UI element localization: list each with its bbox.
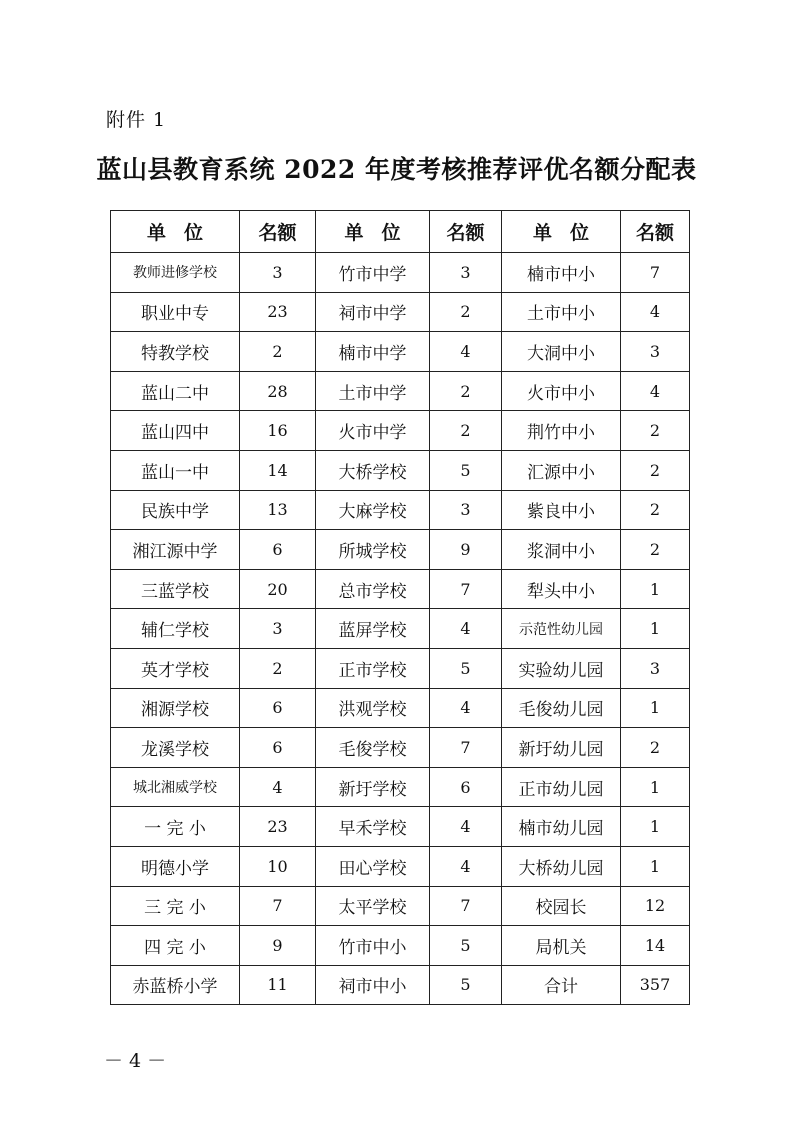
- table-row: [111, 767, 690, 807]
- quota-cell: 12: [621, 886, 690, 926]
- unit-cell: 城北湘威学校: [111, 767, 240, 807]
- unit-cell: 新圩幼儿园: [502, 728, 621, 768]
- unit-cell: 竹市中学: [316, 253, 430, 293]
- unit-cell: 浆洞中小: [502, 530, 621, 570]
- quota-cell: 4: [621, 292, 690, 332]
- table-row: [111, 807, 690, 847]
- quota-cell: 3: [621, 648, 690, 688]
- quota-cell: 14: [240, 450, 316, 490]
- quota-cell: 6: [240, 688, 316, 728]
- unit-cell: 新圩学校: [316, 767, 430, 807]
- table-row: [111, 926, 690, 966]
- table-row: [111, 846, 690, 886]
- column-header-quota: 名额: [240, 211, 316, 253]
- unit-cell: 大洞中小: [502, 332, 621, 372]
- unit-cell: 汇源中小: [502, 450, 621, 490]
- unit-cell: 蓝山一中: [111, 450, 240, 490]
- unit-cell: 犁头中小: [502, 569, 621, 609]
- unit-cell: 民族中学: [111, 490, 240, 530]
- unit-cell: 毛俊学校: [316, 728, 430, 768]
- quota-cell: 11: [240, 965, 316, 1005]
- quota-cell: 2: [621, 450, 690, 490]
- unit-cell: 竹市中小: [316, 926, 430, 966]
- quota-cell: 1: [621, 569, 690, 609]
- quota-cell: 3: [240, 609, 316, 649]
- unit-cell: 湘源学校: [111, 688, 240, 728]
- quota-cell: 9: [240, 926, 316, 966]
- unit-cell: 蓝屏学校: [316, 609, 430, 649]
- column-header-unit: 单位: [111, 211, 240, 253]
- unit-cell: 荆竹中小: [502, 411, 621, 451]
- quota-cell: 5: [430, 648, 502, 688]
- unit-cell: 楠市中小: [502, 253, 621, 293]
- unit-cell: 毛俊幼儿园: [502, 688, 621, 728]
- quota-cell: 16: [240, 411, 316, 451]
- quota-cell: 23: [240, 807, 316, 847]
- unit-cell: 赤蓝桥小学: [111, 965, 240, 1005]
- quota-cell: 5: [430, 926, 502, 966]
- quota-cell: 5: [430, 450, 502, 490]
- table-body: [111, 253, 690, 1005]
- unit-cell: 祠市中小: [316, 965, 430, 1005]
- quota-cell: 6: [430, 767, 502, 807]
- unit-cell: 太平学校: [316, 886, 430, 926]
- table-row: [111, 450, 690, 490]
- unit-cell: 祠市中学: [316, 292, 430, 332]
- unit-cell: 龙溪学校: [111, 728, 240, 768]
- table-header-row: [111, 211, 690, 253]
- unit-cell: 湘江源中学: [111, 530, 240, 570]
- quota-cell: 7: [430, 728, 502, 768]
- quota-cell: 2: [240, 332, 316, 372]
- unit-cell: 洪观学校: [316, 688, 430, 728]
- unit-cell: 三 完 小: [111, 886, 240, 926]
- quota-cell: 1: [621, 609, 690, 649]
- unit-cell: 火市中学: [316, 411, 430, 451]
- unit-cell: 三蓝学校: [111, 569, 240, 609]
- unit-cell: 楠市幼儿园: [502, 807, 621, 847]
- unit-cell: 总市学校: [316, 569, 430, 609]
- quota-cell: 4: [430, 332, 502, 372]
- unit-cell: 英才学校: [111, 648, 240, 688]
- unit-cell: 大麻学校: [316, 490, 430, 530]
- unit-cell: 土市中学: [316, 371, 430, 411]
- unit-cell: 示范性幼儿园: [502, 609, 621, 649]
- table-row: [111, 411, 690, 451]
- quota-cell: 3: [430, 490, 502, 530]
- table-row: [111, 688, 690, 728]
- quota-cell: 13: [240, 490, 316, 530]
- quota-cell: 14: [621, 926, 690, 966]
- quota-cell: 1: [621, 688, 690, 728]
- unit-cell: 一 完 小: [111, 807, 240, 847]
- unit-cell: 合计: [502, 965, 621, 1005]
- unit-cell: 紫良中小: [502, 490, 621, 530]
- table-row: [111, 371, 690, 411]
- unit-cell: 火市中小: [502, 371, 621, 411]
- unit-cell: 所城学校: [316, 530, 430, 570]
- quota-cell: 3: [430, 253, 502, 293]
- unit-cell: 正市幼儿园: [502, 767, 621, 807]
- unit-cell: 早禾学校: [316, 807, 430, 847]
- table-row: [111, 530, 690, 570]
- quota-cell: 2: [621, 411, 690, 451]
- quota-cell: 2: [621, 728, 690, 768]
- quota-cell: 10: [240, 846, 316, 886]
- unit-cell: 明德小学: [111, 846, 240, 886]
- quota-cell: 6: [240, 728, 316, 768]
- quota-cell: 4: [430, 688, 502, 728]
- quota-cell: 1: [621, 767, 690, 807]
- quota-cell: 357: [621, 965, 690, 1005]
- quota-cell: 3: [621, 332, 690, 372]
- quota-cell: 2: [430, 371, 502, 411]
- quota-cell: 4: [621, 371, 690, 411]
- unit-cell: 楠市中学: [316, 332, 430, 372]
- unit-cell: 田心学校: [316, 846, 430, 886]
- unit-cell: 辅仁学校: [111, 609, 240, 649]
- unit-cell: 教师进修学校: [111, 253, 240, 293]
- table-row: [111, 728, 690, 768]
- table-row: [111, 569, 690, 609]
- unit-cell: 四 完 小: [111, 926, 240, 966]
- column-header-unit: 单位: [502, 211, 621, 253]
- quota-cell: 9: [430, 530, 502, 570]
- column-header-quota: 名额: [621, 211, 690, 253]
- quota-cell: 2: [621, 530, 690, 570]
- column-header-unit: 单位: [316, 211, 430, 253]
- quota-cell: 5: [430, 965, 502, 1005]
- document-title: 蓝山县教育系统 2022 年度考核推荐评优名额分配表: [96, 155, 697, 184]
- quota-cell: 20: [240, 569, 316, 609]
- quota-cell: 2: [621, 490, 690, 530]
- unit-cell: 土市中小: [502, 292, 621, 332]
- table-row: [111, 609, 690, 649]
- attachment-label: 附件 1: [106, 109, 167, 131]
- table-row: [111, 965, 690, 1005]
- quota-cell: 7: [240, 886, 316, 926]
- quota-cell: 2: [430, 411, 502, 451]
- unit-cell: 正市学校: [316, 648, 430, 688]
- table-row: [111, 292, 690, 332]
- table-row: [111, 886, 690, 926]
- quota-cell: 28: [240, 371, 316, 411]
- table-row: [111, 490, 690, 530]
- quota-cell: 7: [430, 569, 502, 609]
- quota-cell: 7: [621, 253, 690, 293]
- unit-cell: 蓝山四中: [111, 411, 240, 451]
- unit-cell: 校园长: [502, 886, 621, 926]
- quota-cell: 2: [240, 648, 316, 688]
- quota-cell: 4: [430, 807, 502, 847]
- quota-cell: 4: [430, 609, 502, 649]
- unit-cell: 局机关: [502, 926, 621, 966]
- quota-cell: 6: [240, 530, 316, 570]
- quota-cell: 2: [430, 292, 502, 332]
- unit-cell: 蓝山二中: [111, 371, 240, 411]
- table-row: [111, 253, 690, 293]
- quota-cell: 1: [621, 807, 690, 847]
- page-number: － 4 －: [104, 1050, 167, 1072]
- unit-cell: 特教学校: [111, 332, 240, 372]
- quota-cell: 1: [621, 846, 690, 886]
- quota-table: [110, 210, 690, 1005]
- quota-cell: 23: [240, 292, 316, 332]
- unit-cell: 职业中专: [111, 292, 240, 332]
- unit-cell: 实验幼儿园: [502, 648, 621, 688]
- quota-cell: 7: [430, 886, 502, 926]
- unit-cell: 大桥学校: [316, 450, 430, 490]
- quota-cell: 4: [240, 767, 316, 807]
- column-header-quota: 名额: [430, 211, 502, 253]
- table-row: [111, 648, 690, 688]
- quota-cell: 4: [430, 846, 502, 886]
- quota-cell: 3: [240, 253, 316, 293]
- table-row: [111, 332, 690, 372]
- unit-cell: 大桥幼儿园: [502, 846, 621, 886]
